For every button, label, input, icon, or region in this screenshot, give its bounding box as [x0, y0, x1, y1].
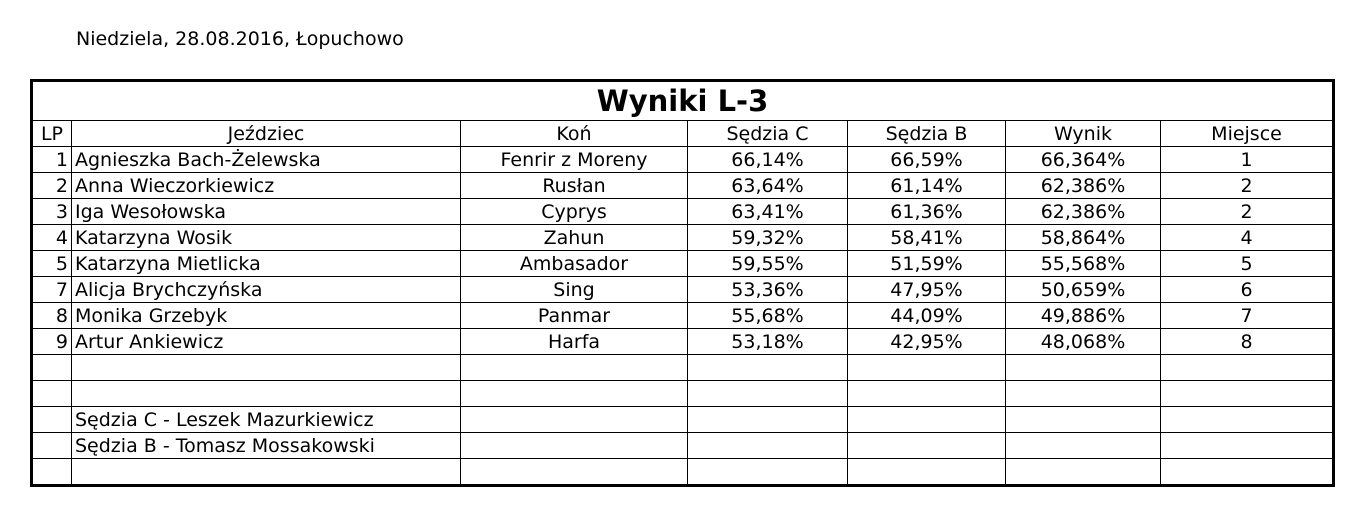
cell-judge-b: 44,09% — [848, 303, 1006, 329]
cell-place: 1 — [1161, 147, 1334, 173]
cell-rider: Agnieszka Bach-Żelewska — [72, 147, 461, 173]
cell-place: 2 — [1161, 199, 1334, 225]
cell-rider: Katarzyna Mietlicka — [72, 251, 461, 277]
cell-lp: 8 — [32, 303, 72, 329]
table-row — [32, 277, 1334, 303]
cell-lp: 4 — [32, 225, 72, 251]
cell-judge-b: 51,59% — [848, 251, 1006, 277]
empty-row — [32, 459, 1334, 486]
table-row — [32, 173, 1334, 199]
cell-judge-c: 55,68% — [688, 303, 848, 329]
cell-judge-c: 59,55% — [688, 251, 848, 277]
table-row — [32, 225, 1334, 251]
empty-row — [32, 355, 1334, 381]
cell-horse: Sing — [461, 277, 688, 303]
column-header-horse: Koń — [461, 121, 688, 147]
cell-horse: Harfa — [461, 329, 688, 355]
cell-result: 62,386% — [1006, 173, 1161, 199]
column-header-rider: Jeździec — [72, 121, 461, 147]
cell-horse: Cyprys — [461, 199, 688, 225]
cell-horse: Panmar — [461, 303, 688, 329]
event-date-place: Niedziela, 28.08.2016, Łopuchowo — [76, 28, 404, 50]
table-title: Wyniki L-3 — [32, 81, 1334, 121]
results-table — [30, 79, 1335, 487]
cell-lp: 2 — [32, 173, 72, 199]
cell-rider: Monika Grzebyk — [72, 303, 461, 329]
cell-place: 4 — [1161, 225, 1334, 251]
cell-judge-b: 58,41% — [848, 225, 1006, 251]
cell-result: 62,386% — [1006, 199, 1161, 225]
cell-result: 66,364% — [1006, 147, 1161, 173]
cell-lp: 1 — [32, 147, 72, 173]
cell-rider: Iga Wesołowska — [72, 199, 461, 225]
cell-result: 55,568% — [1006, 251, 1161, 277]
column-header-judge-c: Sędzia C — [688, 121, 848, 147]
table-row — [32, 251, 1334, 277]
note-cell — [72, 355, 461, 381]
header-row — [32, 121, 1334, 147]
cell-judge-b: 47,95% — [848, 277, 1006, 303]
cell-judge-c: 53,36% — [688, 277, 848, 303]
table-row — [32, 303, 1334, 329]
cell-rider: Alicja Brychczyńska — [72, 277, 461, 303]
cell-place: 5 — [1161, 251, 1334, 277]
cell-judge-c: 63,41% — [688, 199, 848, 225]
cell-lp: 9 — [32, 329, 72, 355]
cell-place: 7 — [1161, 303, 1334, 329]
cell-judge-c: 59,32% — [688, 225, 848, 251]
cell-place: 8 — [1161, 329, 1334, 355]
judge-note-row — [32, 407, 1334, 433]
column-header-judge-b: Sędzia B — [848, 121, 1006, 147]
cell-result: 48,068% — [1006, 329, 1161, 355]
cell-horse: Fenrir z Moreny — [461, 147, 688, 173]
cell-lp: 7 — [32, 277, 72, 303]
cell-lp: 5 — [32, 251, 72, 277]
column-header-place: Miejsce — [1161, 121, 1334, 147]
cell-judge-c: 53,18% — [688, 329, 848, 355]
cell-judge-c: 63,64% — [688, 173, 848, 199]
cell-judge-b: 61,14% — [848, 173, 1006, 199]
title-row — [32, 81, 1334, 121]
table-row — [32, 147, 1334, 173]
empty-row — [32, 381, 1334, 407]
cell-judge-b: 66,59% — [848, 147, 1006, 173]
column-header-lp: LP — [32, 121, 72, 147]
cell-place: 6 — [1161, 277, 1334, 303]
cell-rider: Anna Wieczorkiewicz — [72, 173, 461, 199]
cell-result: 58,864% — [1006, 225, 1161, 251]
table-row — [32, 329, 1334, 355]
cell-rider: Katarzyna Wosik — [72, 225, 461, 251]
table-row — [32, 199, 1334, 225]
cell-horse: Zahun — [461, 225, 688, 251]
cell-result: 50,659% — [1006, 277, 1161, 303]
cell-judge-b: 61,36% — [848, 199, 1006, 225]
judge-note-row — [32, 433, 1334, 459]
cell-lp: 3 — [32, 199, 72, 225]
note-cell — [72, 381, 461, 407]
cell-judge-b: 42,95% — [848, 329, 1006, 355]
cell-judge-c: 66,14% — [688, 147, 848, 173]
cell-rider: Artur Ankiewicz — [72, 329, 461, 355]
cell-horse: Ambasador — [461, 251, 688, 277]
note-cell — [72, 459, 461, 486]
column-header-result: Wynik — [1006, 121, 1161, 147]
cell-place: 2 — [1161, 173, 1334, 199]
judge-c-note: Sędzia C - Leszek Mazurkiewicz — [72, 407, 461, 433]
cell-result: 49,886% — [1006, 303, 1161, 329]
judge-b-note: Sędzia B - Tomasz Mossakowski — [72, 433, 461, 459]
cell-horse: Rusłan — [461, 173, 688, 199]
